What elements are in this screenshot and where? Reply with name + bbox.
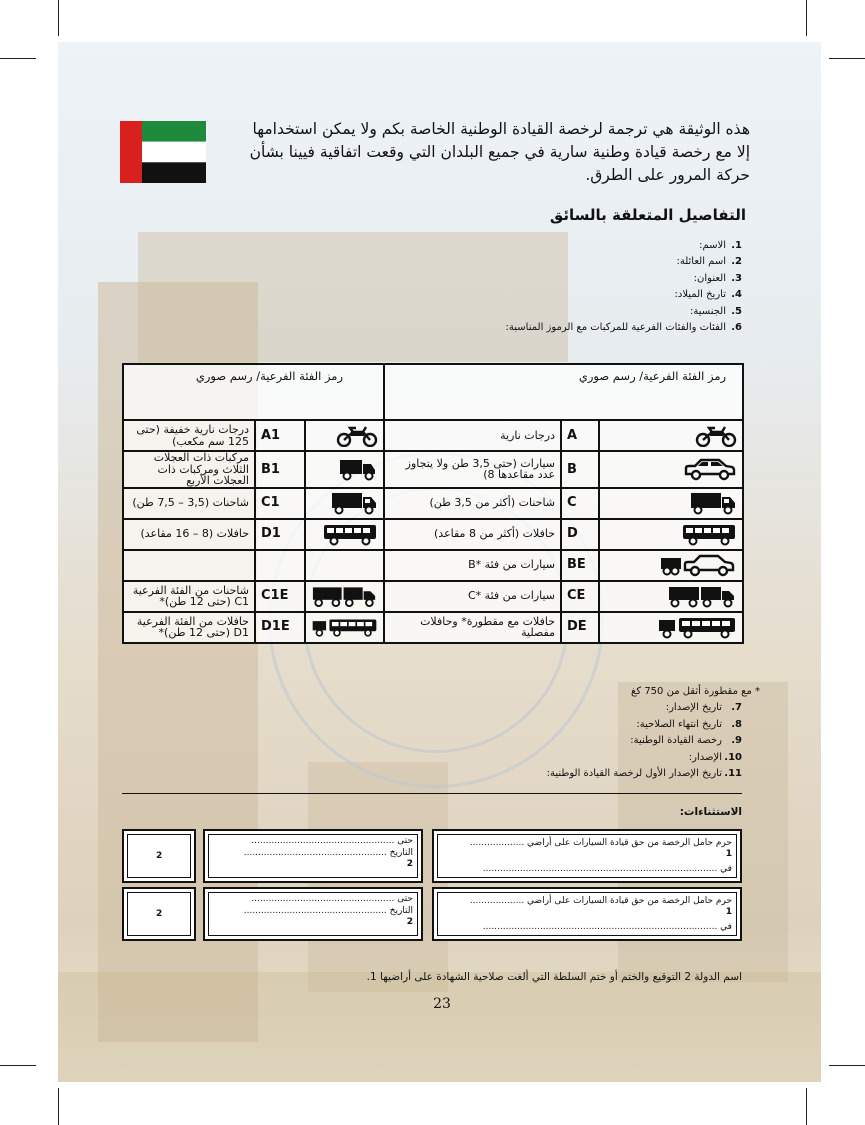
vehicle-icon-cell — [599, 488, 743, 519]
background-ground — [58, 972, 821, 1082]
exception-deprived-box — [432, 829, 742, 883]
driver-fields-list — [420, 238, 742, 336]
item-label: الجنسية: — [690, 305, 726, 317]
crop-mark — [829, 58, 865, 59]
motorcycle-icon — [605, 425, 737, 447]
crop-mark — [0, 58, 36, 59]
crop-mark — [829, 1065, 865, 1066]
list-item — [420, 750, 742, 767]
item-label: تاريخ الإصدار الأول لرخصة القيادة الوطنية: — [546, 768, 722, 780]
crop-mark — [58, 0, 59, 36]
category-description: سيارات من فئة *C — [384, 581, 561, 612]
vehicle-icon-cell — [305, 581, 384, 612]
item-label: تاريخ الميلاد: — [674, 289, 726, 301]
bus-trailer-icon — [311, 615, 378, 639]
list-item — [420, 766, 742, 783]
sub-category-code — [255, 550, 305, 581]
date-text: التاريخ .................................................. — [243, 906, 413, 916]
table-header-right: رمز الفئة الفرعية/ رسم صوري — [384, 364, 743, 420]
vehicle-icon-cell — [305, 420, 384, 451]
vehicle-icon-cell — [599, 581, 743, 612]
item-label: الفئات والفئات الفرعية للمركبات مع الرموز المناسبة: — [505, 322, 726, 334]
category-description: درجات نارية — [384, 420, 561, 451]
crop-mark — [58, 1088, 59, 1125]
item-number: 10. — [724, 751, 742, 763]
motorcycle-icon — [311, 425, 378, 447]
item-number: 5. — [731, 305, 742, 317]
category-code: DE — [561, 612, 599, 643]
in-text: في .................................................................................. — [482, 864, 732, 874]
exception-number-box — [122, 887, 196, 941]
item-number: 4. — [731, 289, 742, 301]
vehicle-icon-cell — [305, 488, 384, 519]
truck-icon — [605, 491, 737, 515]
crop-mark — [806, 1088, 807, 1125]
item-number: 9. — [731, 735, 742, 747]
sub-category-description: حافلات (8 – 16 مقاعد) — [123, 519, 255, 550]
uae-flag-icon — [120, 121, 206, 183]
footnote-number: 1 — [725, 849, 732, 859]
list-item — [420, 733, 742, 750]
car-trailer-icon — [605, 553, 737, 577]
sub-category-code: C1E — [255, 581, 305, 612]
table-row — [123, 612, 743, 643]
date-text: التاريخ .................................................. — [243, 848, 413, 858]
sub-category-description: حافلات من الفئة الفرعية D1 (حتى 12 طن)* — [123, 612, 255, 643]
footnote-number: 2 — [406, 859, 413, 869]
box-number: 2 — [156, 909, 163, 919]
vehicle-icon-cell — [599, 550, 743, 581]
category-code: D — [561, 519, 599, 550]
vehicle-icon-cell — [599, 451, 743, 488]
crop-mark — [806, 0, 807, 36]
issue-fields-list — [420, 700, 742, 783]
item-label: تاريخ الإصدار: — [665, 702, 722, 713]
list-item — [420, 700, 742, 717]
list-item — [420, 238, 742, 254]
car-icon — [605, 457, 737, 481]
vehicle-icon-cell — [305, 550, 384, 581]
bus-icon — [605, 522, 737, 546]
category-code: C — [561, 488, 599, 519]
table-header-left: رمز الفئة الفرعية/ رسم صوري — [123, 364, 384, 420]
table-row — [123, 581, 743, 612]
item-number: 6. — [731, 322, 742, 334]
table-header-row — [123, 364, 743, 420]
table-row — [123, 519, 743, 550]
item-label: تاريخ انتهاء الصلاحية: — [636, 718, 722, 730]
sub-category-description: شاحنات من الفئة الفرعية C1 (حتى 12 طن)* — [123, 581, 255, 612]
category-description: شاحنات (أكثر من 3,5 طن) — [384, 488, 561, 519]
list-item — [420, 254, 742, 270]
sub-category-description: مركبات ذات العجلات الثلاث ومركبات ذات العجلات الأربع — [123, 451, 255, 488]
exception-number-box — [122, 829, 196, 883]
item-label: العنوان: — [693, 272, 726, 284]
vehicle-icon-cell — [599, 612, 743, 643]
truck-trailer-icon — [311, 584, 378, 608]
sub-category-code: D1 — [255, 519, 305, 550]
list-item — [420, 271, 742, 287]
deprived-text: حرم حامل الرخصة من حق قيادة السيارات على أراضي ................... — [469, 838, 732, 848]
exception-until-box — [203, 829, 423, 883]
category-code: A — [561, 420, 599, 451]
item-label: رخصة القيادة الوطنية: — [630, 735, 722, 747]
exception-deprived-box — [432, 887, 742, 941]
item-number: 11. — [724, 768, 742, 780]
vehicle-icon-cell — [599, 420, 743, 451]
until-text: حتى .................................................. — [251, 836, 413, 846]
item-number: 2. — [731, 256, 742, 268]
truck-trailer-icon — [605, 584, 737, 608]
footnote-number: 2 — [406, 917, 413, 927]
item-number: 8. — [731, 718, 742, 730]
exception-until-box — [203, 887, 423, 941]
category-description: سيارات (حتى 3,5 طن ولا يتجاوز عدد مقاعدها 8) — [384, 451, 561, 488]
exceptions-title: الاستثناءات: — [679, 806, 742, 818]
category-code: CE — [561, 581, 599, 612]
footer-note: اسم الدولة 2 التوقيع والختم أو ختم السلطة التي ألغت صلاحية الشهادة على أراضيها 1. — [366, 971, 742, 983]
sub-category-code: C1 — [255, 488, 305, 519]
category-description: حافلات (أكثر من 8 مقاعد) — [384, 519, 561, 550]
category-code: BE — [561, 550, 599, 581]
table-footnote: * مع مقطورة أثقل من 750 كغ — [631, 686, 760, 697]
table-row — [123, 550, 743, 581]
intro-paragraph: هذه الوثيقة هي ترجمة لرخصة القيادة الوطنية الخاصة بكم ولا يمكن استخدامها إلا مع رخصة قيادة وطنية سارية في جميع البلدان التي وقعت اتفاقية فيينا بشأن حركة المرور على الطرق. — [249, 120, 750, 184]
sub-category-description: درجات نارية خفيفة (حتى 125 سم مكعب) — [123, 420, 255, 451]
page-number: 23 — [433, 996, 451, 1012]
sub-category-description: شاحنات (3,5 – 7,5 طن) — [123, 488, 255, 519]
category-code: B — [561, 451, 599, 488]
vehicle-icon-cell — [305, 519, 384, 550]
vehicle-icon-cell — [305, 612, 384, 643]
item-label: الإصدار: — [688, 751, 722, 763]
tricycle-icon — [311, 457, 378, 481]
table-row — [123, 488, 743, 519]
vehicle-icon-cell — [305, 451, 384, 488]
item-number: 7. — [731, 702, 742, 713]
list-item — [420, 287, 742, 303]
table-row — [123, 451, 743, 488]
vehicle-categories-table — [122, 363, 744, 644]
sub-category-description — [123, 550, 255, 581]
footnote-number: 1 — [725, 907, 732, 917]
in-text: في .................................................................................. — [482, 922, 732, 932]
crop-mark — [0, 1065, 36, 1066]
until-text: حتى .................................................. — [251, 894, 413, 904]
sub-category-code: D1E — [255, 612, 305, 643]
driver-details-heading: التفاصيل المتعلقة بالسائق — [549, 206, 746, 224]
divider — [122, 793, 742, 794]
vehicle-icon-cell — [599, 519, 743, 550]
box-number: 2 — [156, 851, 163, 861]
category-description: سيارات من فئة *B — [384, 550, 561, 581]
sub-category-code: A1 — [255, 420, 305, 451]
bus-trailer-icon — [605, 615, 737, 639]
bus-icon — [311, 522, 378, 546]
table-row — [123, 420, 743, 451]
list-item — [420, 320, 742, 336]
list-item — [420, 304, 742, 320]
item-label: الاسم: — [699, 240, 726, 251]
list-item — [420, 717, 742, 734]
category-description: حافلات مع مقطورة* وحافلات مفصلية — [384, 612, 561, 643]
sub-category-code: B1 — [255, 451, 305, 488]
item-number: 1. — [731, 240, 742, 251]
item-number: 3. — [731, 272, 742, 284]
item-label: اسم العائلة: — [676, 256, 726, 268]
truck-icon — [311, 491, 378, 515]
deprived-text: حرم حامل الرخصة من حق قيادة السيارات على أراضي ................... — [469, 896, 732, 906]
